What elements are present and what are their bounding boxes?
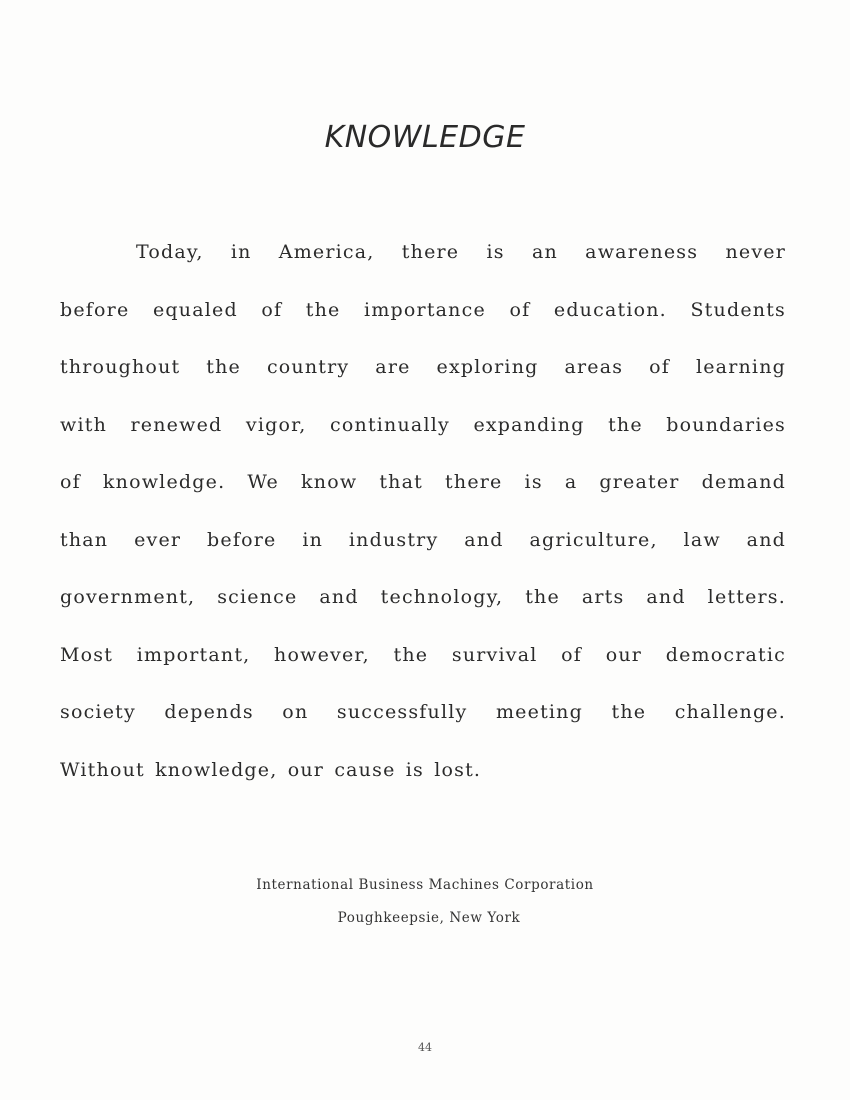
body-line: of knowledge. We know that there is a greater demand [60,471,786,493]
page-title: KNOWLEDGE [324,120,526,155]
body-line: than ever before in industry and agriculture, law and [60,528,786,551]
body-line: Without knowledge, our cause is lost. [60,758,482,781]
signature-location: Poughkeepsie, New York [337,910,521,926]
body-line: throughout the country are exploring areas of learning [60,356,786,378]
body-line: government, science and technology, the arts and letters. [60,586,786,608]
page-number: 44 [418,1041,432,1054]
body-line: Today, in America, there is an awareness never [136,241,786,263]
body-line: before equaled of the importance of education. Students [60,298,786,321]
body-line: with renewed vigor, continually expanding the boundaries [60,413,786,436]
body-line: society depends on successfully meeting the challenge. [60,701,786,723]
body-line: Most important, however, the survival of our democratic [60,643,786,666]
signature-organization: International Business Machines Corporation [256,877,594,893]
body-paragraph [60,224,786,799]
